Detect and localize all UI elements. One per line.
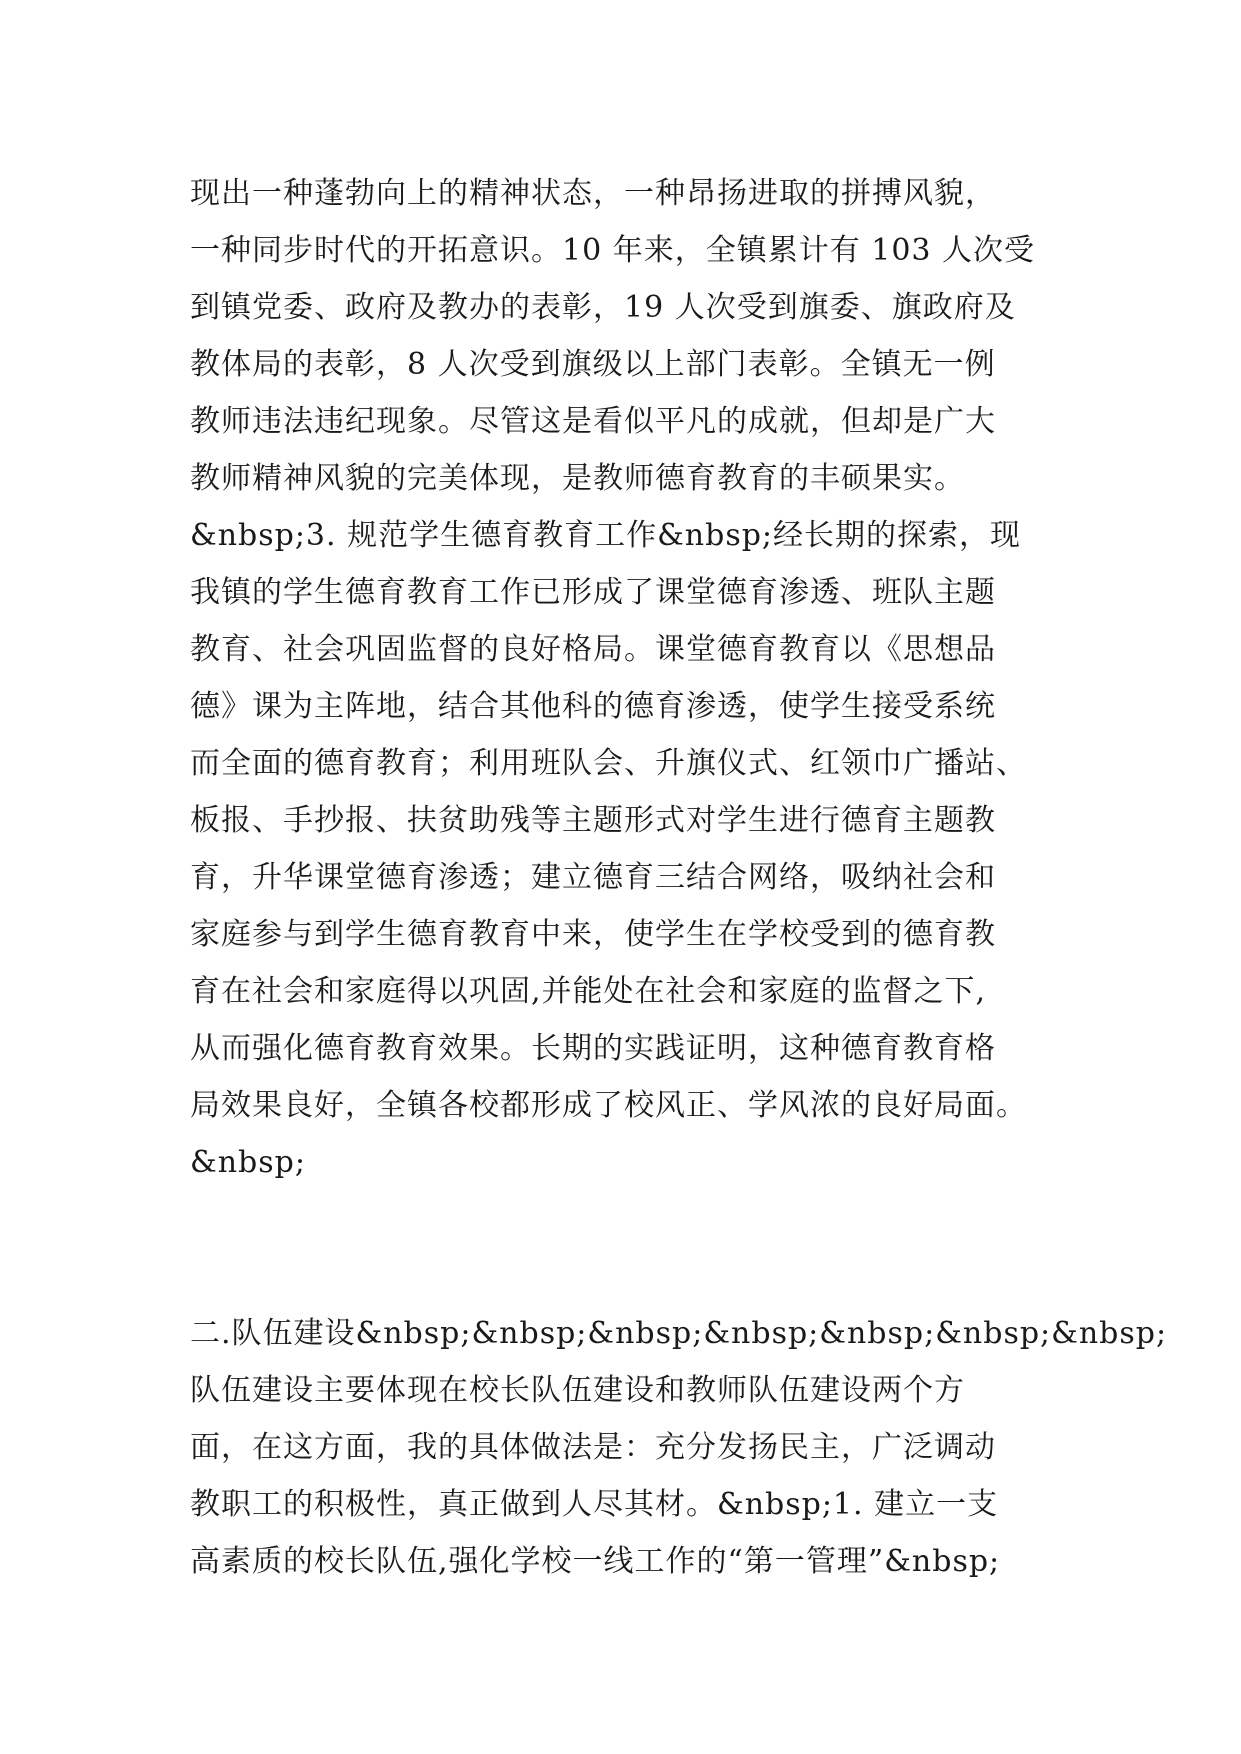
text-line: 板报、手抄报、扶贫助残等主题形式对学生进行德育主题教 (190, 803, 996, 838)
text-line: 德》课为主阵地，结合其他科的德育渗透，使学生接受系统 (190, 689, 996, 724)
text-line: 高素质的校长队伍,强化学校一线工作的“第一管理”&nbsp; (190, 1544, 1001, 1579)
text-line: &nbsp; (190, 1145, 306, 1180)
text-line: 一种同步时代的开拓意识。10 年来，全镇累计有 103 人次受 (190, 233, 1036, 268)
text-line: 我镇的学生德育教育工作已形成了课堂德育渗透、班队主题 (190, 575, 996, 610)
text-line: 而全面的德育教育；利用班队会、升旗仪式、红领巾广播站、 (190, 746, 1027, 781)
text-line: 教育、社会巩固监督的良好格局。课堂德育教育以《思想品 (190, 632, 996, 667)
text-line: &nbsp;3. 规范学生德育教育工作&nbsp;经长期的探索，现 (190, 518, 1022, 553)
text-line: 到镇党委、政府及教办的表彰，19 人次受到旗委、旗政府及 (190, 290, 1016, 325)
text-line: 教职工的积极性，真正做到人尽其材。&nbsp;1. 建立一支 (190, 1487, 999, 1522)
text-line: 队伍建设主要体现在校长队伍建设和教师队伍建设两个方 (190, 1373, 965, 1408)
text-line: 现出一种蓬勃向上的精神状态，一种昂扬进取的拼搏风貌， (190, 176, 996, 211)
text-line: 家庭参与到学生德育教育中来，使学生在学校受到的德育教 (190, 917, 996, 952)
paragraph-moral-education (190, 165, 1060, 1191)
paragraph-team-building (190, 1305, 1168, 1590)
text-line: 面，在这方面，我的具体做法是：充分发扬民主，广泛调动 (190, 1430, 996, 1465)
text-line: 育，升华课堂德育渗透；建立德育三结合网络，吸纳社会和 (190, 860, 996, 895)
text-line: 局效果良好，全镇各校都形成了校风正、学风浓的良好局面。 (190, 1088, 1027, 1123)
text-line: 教体局的表彰，8 人次受到旗级以上部门表彰。全镇无一例 (190, 347, 996, 382)
section-heading-line: 二.队伍建设&nbsp;&nbsp;&nbsp;&nbsp;&nbsp;&nbsp;&nbsp; (190, 1316, 1168, 1351)
text-line: 从而强化德育教育效果。长期的实践证明，这种德育教育格 (190, 1031, 996, 1066)
text-line: 教师违法违纪现象。尽管这是看似平凡的成就，但却是广大 (190, 404, 996, 439)
text-line: 教师精神风貌的完美体现，是教师德育教育的丰硕果实。 (190, 461, 965, 496)
text-line: 育在社会和家庭得以巩固,并能处在社会和家庭的监督之下, (190, 974, 987, 1009)
